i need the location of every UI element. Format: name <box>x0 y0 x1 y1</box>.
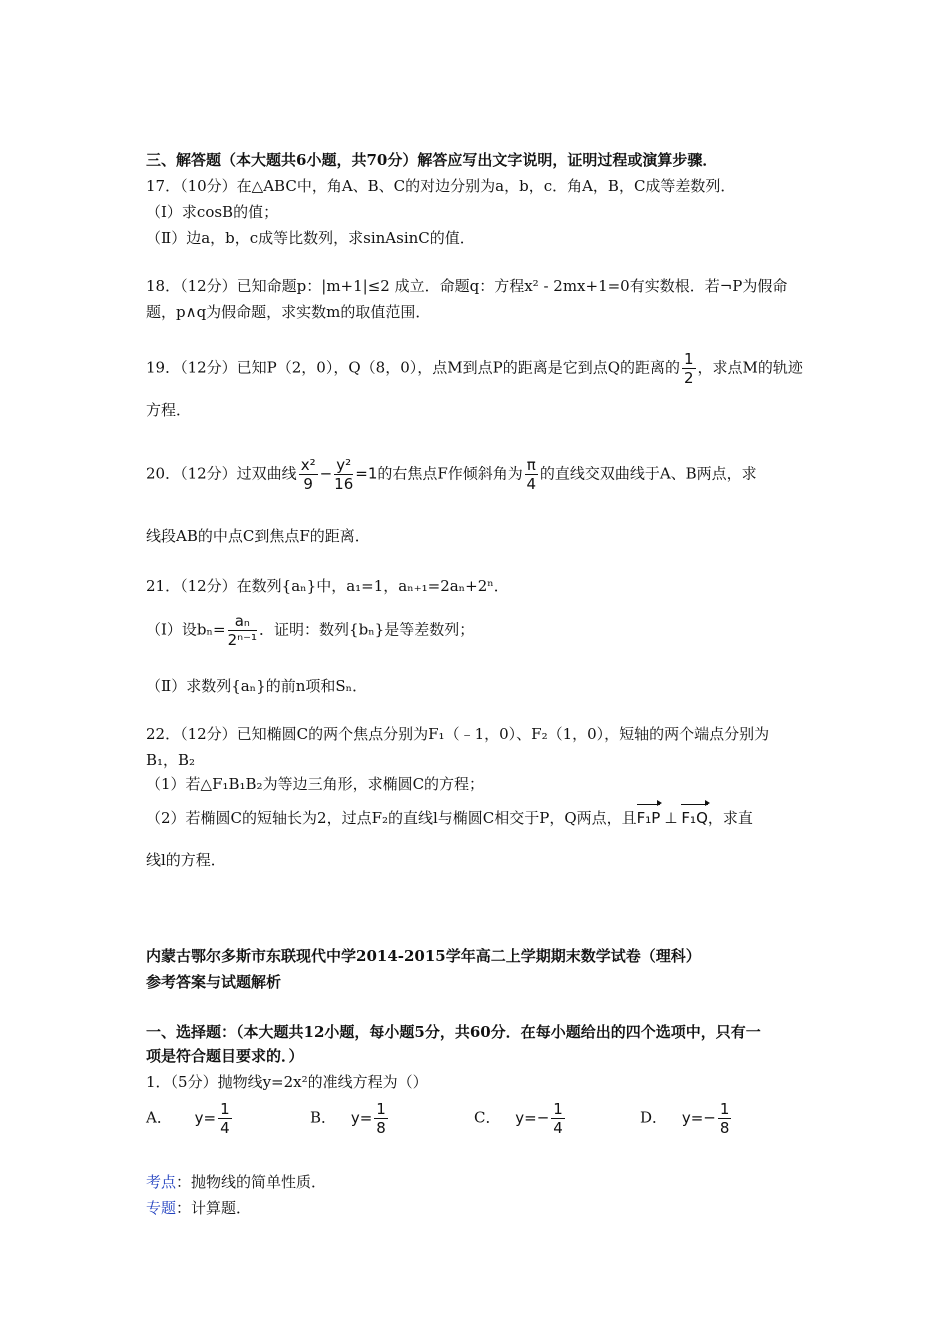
q20-line1 <box>146 456 757 493</box>
q22-line4 <box>146 802 753 828</box>
option-d-label: D． <box>640 1108 668 1127</box>
q20-eq: =1 <box>355 464 378 483</box>
q1-option-a <box>146 1100 234 1137</box>
q22-line5: 线l的方程． <box>146 851 226 869</box>
q19-line2: 方程． <box>146 401 192 419</box>
q22-line4-suffix: ，求直 <box>707 809 753 827</box>
answer-title: 内蒙古鄂尔多斯市东联现代中学2014-2015学年高二上学期期末数学试卷（理科） <box>146 947 701 965</box>
q20-frac-pi-den: 4 <box>526 475 537 493</box>
q22-line4-prefix: （2）若椭圆C的短轴长为2，过点F₂的直线l与椭圆C相交于P，Q两点，且 <box>146 809 637 827</box>
q20-frac-x-den: 9 <box>303 475 313 493</box>
q20-frac-pi-num: π <box>526 456 536 474</box>
option-a-lhs: y= <box>194 1108 217 1127</box>
q19-frac-num: 1 <box>684 350 694 368</box>
q1-stem: 1．（5分）抛物线y=2x²的准线方程为（） <box>146 1073 428 1091</box>
q17-line3: （Ⅱ）边a，b，c成等比数列，求sinAsinC的值． <box>146 229 475 247</box>
q21-line2 <box>146 612 474 649</box>
option-c-sign: − <box>536 1108 550 1127</box>
q18-line2: 题，p∧q为假命题，求实数m的取值范围． <box>146 303 431 321</box>
q20-frac-y-num: y² <box>334 456 353 475</box>
option-d-fraction <box>718 1100 732 1137</box>
q20-frac-y <box>334 456 353 493</box>
option-c-den: 4 <box>553 1119 563 1137</box>
q22-line3: （1）若△F₁B₁B₂为等边三角形，求椭圆C的方程； <box>146 775 485 793</box>
zhuanti-text: ：计算题． <box>176 1199 252 1217</box>
option-c-fraction <box>551 1100 565 1137</box>
q20-prefix: 20．（12分）过双曲线 <box>146 464 297 483</box>
q20-suffix: 的直线交双曲线于A、B两点，求 <box>539 464 757 483</box>
option-d-lhs: y= <box>681 1108 704 1127</box>
zhuanti-label: 专题 <box>146 1199 177 1217</box>
q20-frac-x <box>299 456 318 493</box>
q19-prefix: 19．（12分）已知P（2，0），Q（8，0），点M到点P的距离是它到点Q的距离的 <box>146 358 680 377</box>
q20-frac-x-num: x² <box>300 456 316 474</box>
answer-subtitle: 参考答案与试题解析 <box>146 973 282 991</box>
q20-frac-pi <box>525 456 538 493</box>
q21-p1-suffix: ．证明：数列{bₙ}是等差数列； <box>259 620 475 639</box>
q1-option-d <box>640 1100 733 1137</box>
option-d-den: 8 <box>719 1119 730 1137</box>
option-c-num: 1 <box>553 1100 563 1118</box>
zhuanti-line <box>146 1198 251 1218</box>
option-a-label: A． <box>146 1108 172 1127</box>
q20-minus: − <box>319 464 333 483</box>
q1-option-b <box>310 1100 390 1137</box>
perp-symbol: ⊥ <box>664 809 678 827</box>
q21-line1: 21．（12分）在数列{aₙ}中，a₁=1，aₙ₊₁=2aₙ+2ⁿ． <box>146 577 509 595</box>
q20-line2: 线段AB的中点C到焦点F的距离． <box>146 527 370 545</box>
q21-frac-num: aₙ <box>228 612 257 631</box>
vector-f1q: F₁Q <box>681 802 707 828</box>
option-c-label: C． <box>474 1108 501 1127</box>
q18-line1: 18．（12分）已知命题p：|m+1|≤2 成立．命题q：方程x² - 2mx+1=0有实数根．若¬P为假命 <box>146 277 788 295</box>
section1-header-line1: 一、选择题：（本大题共12小题，每小题5分，共60分．在每小题给出的四个选项中，只有一 <box>146 1023 761 1041</box>
option-d-num: 1 <box>719 1100 730 1118</box>
kaodian-text: ：抛物线的简单性质． <box>176 1173 327 1191</box>
q22-line1: 22．（12分）已知椭圆C的两个焦点分别为F₁（﹣1，0）、F₂（1，0），短轴的两个端点分别为 <box>146 725 770 743</box>
q20-frac-y-den: 16 <box>334 475 354 493</box>
q21-line3: （Ⅱ）求数列{aₙ}的前n项和Sₙ． <box>146 677 368 695</box>
q21-frac-bn <box>228 612 257 649</box>
option-a-fraction <box>218 1100 232 1137</box>
option-b-num: 1 <box>376 1100 386 1118</box>
kaodian-label: 考点 <box>146 1173 177 1191</box>
q19-suffix: ，求点M的轨迹 <box>697 358 803 377</box>
option-b-lhs: y= <box>350 1108 373 1127</box>
q20-mid: 的右焦点F作倾斜角为 <box>377 464 523 483</box>
option-a-num: 1 <box>220 1100 230 1118</box>
q19-frac-den: 2 <box>684 369 694 387</box>
q21-p1-prefix: （Ⅰ）设bₙ= <box>146 620 226 639</box>
option-c-lhs: y= <box>515 1108 537 1127</box>
q17-line1: 17．（10分）在△ABC中，角A、B、C的对边分别为a，b，c．角A，B，C成等差数列． <box>146 177 736 195</box>
option-b-label: B． <box>310 1108 337 1127</box>
option-b-fraction <box>374 1100 388 1137</box>
q17-line2: （Ⅰ）求cosB的值； <box>146 203 279 221</box>
q19-line1 <box>146 350 803 387</box>
vector-f1p: F₁P <box>637 802 661 828</box>
q21-frac-den: 2ⁿ⁻¹ <box>227 631 258 649</box>
option-d-sign: − <box>703 1108 716 1127</box>
section1-header-line2: 项是符合题目要求的．） <box>146 1047 304 1065</box>
option-b-den: 8 <box>376 1119 386 1137</box>
q22-line2: B₁，B₂ <box>146 751 196 769</box>
q19-fraction <box>682 350 696 387</box>
option-a-den: 4 <box>220 1119 230 1137</box>
kaodian-line <box>146 1172 326 1192</box>
q1-option-c <box>474 1100 567 1137</box>
section3-header: 三、解答题（本大题共6小题，共70分）解答应写出文字说明，证明过程或演算步骤． <box>146 151 718 169</box>
